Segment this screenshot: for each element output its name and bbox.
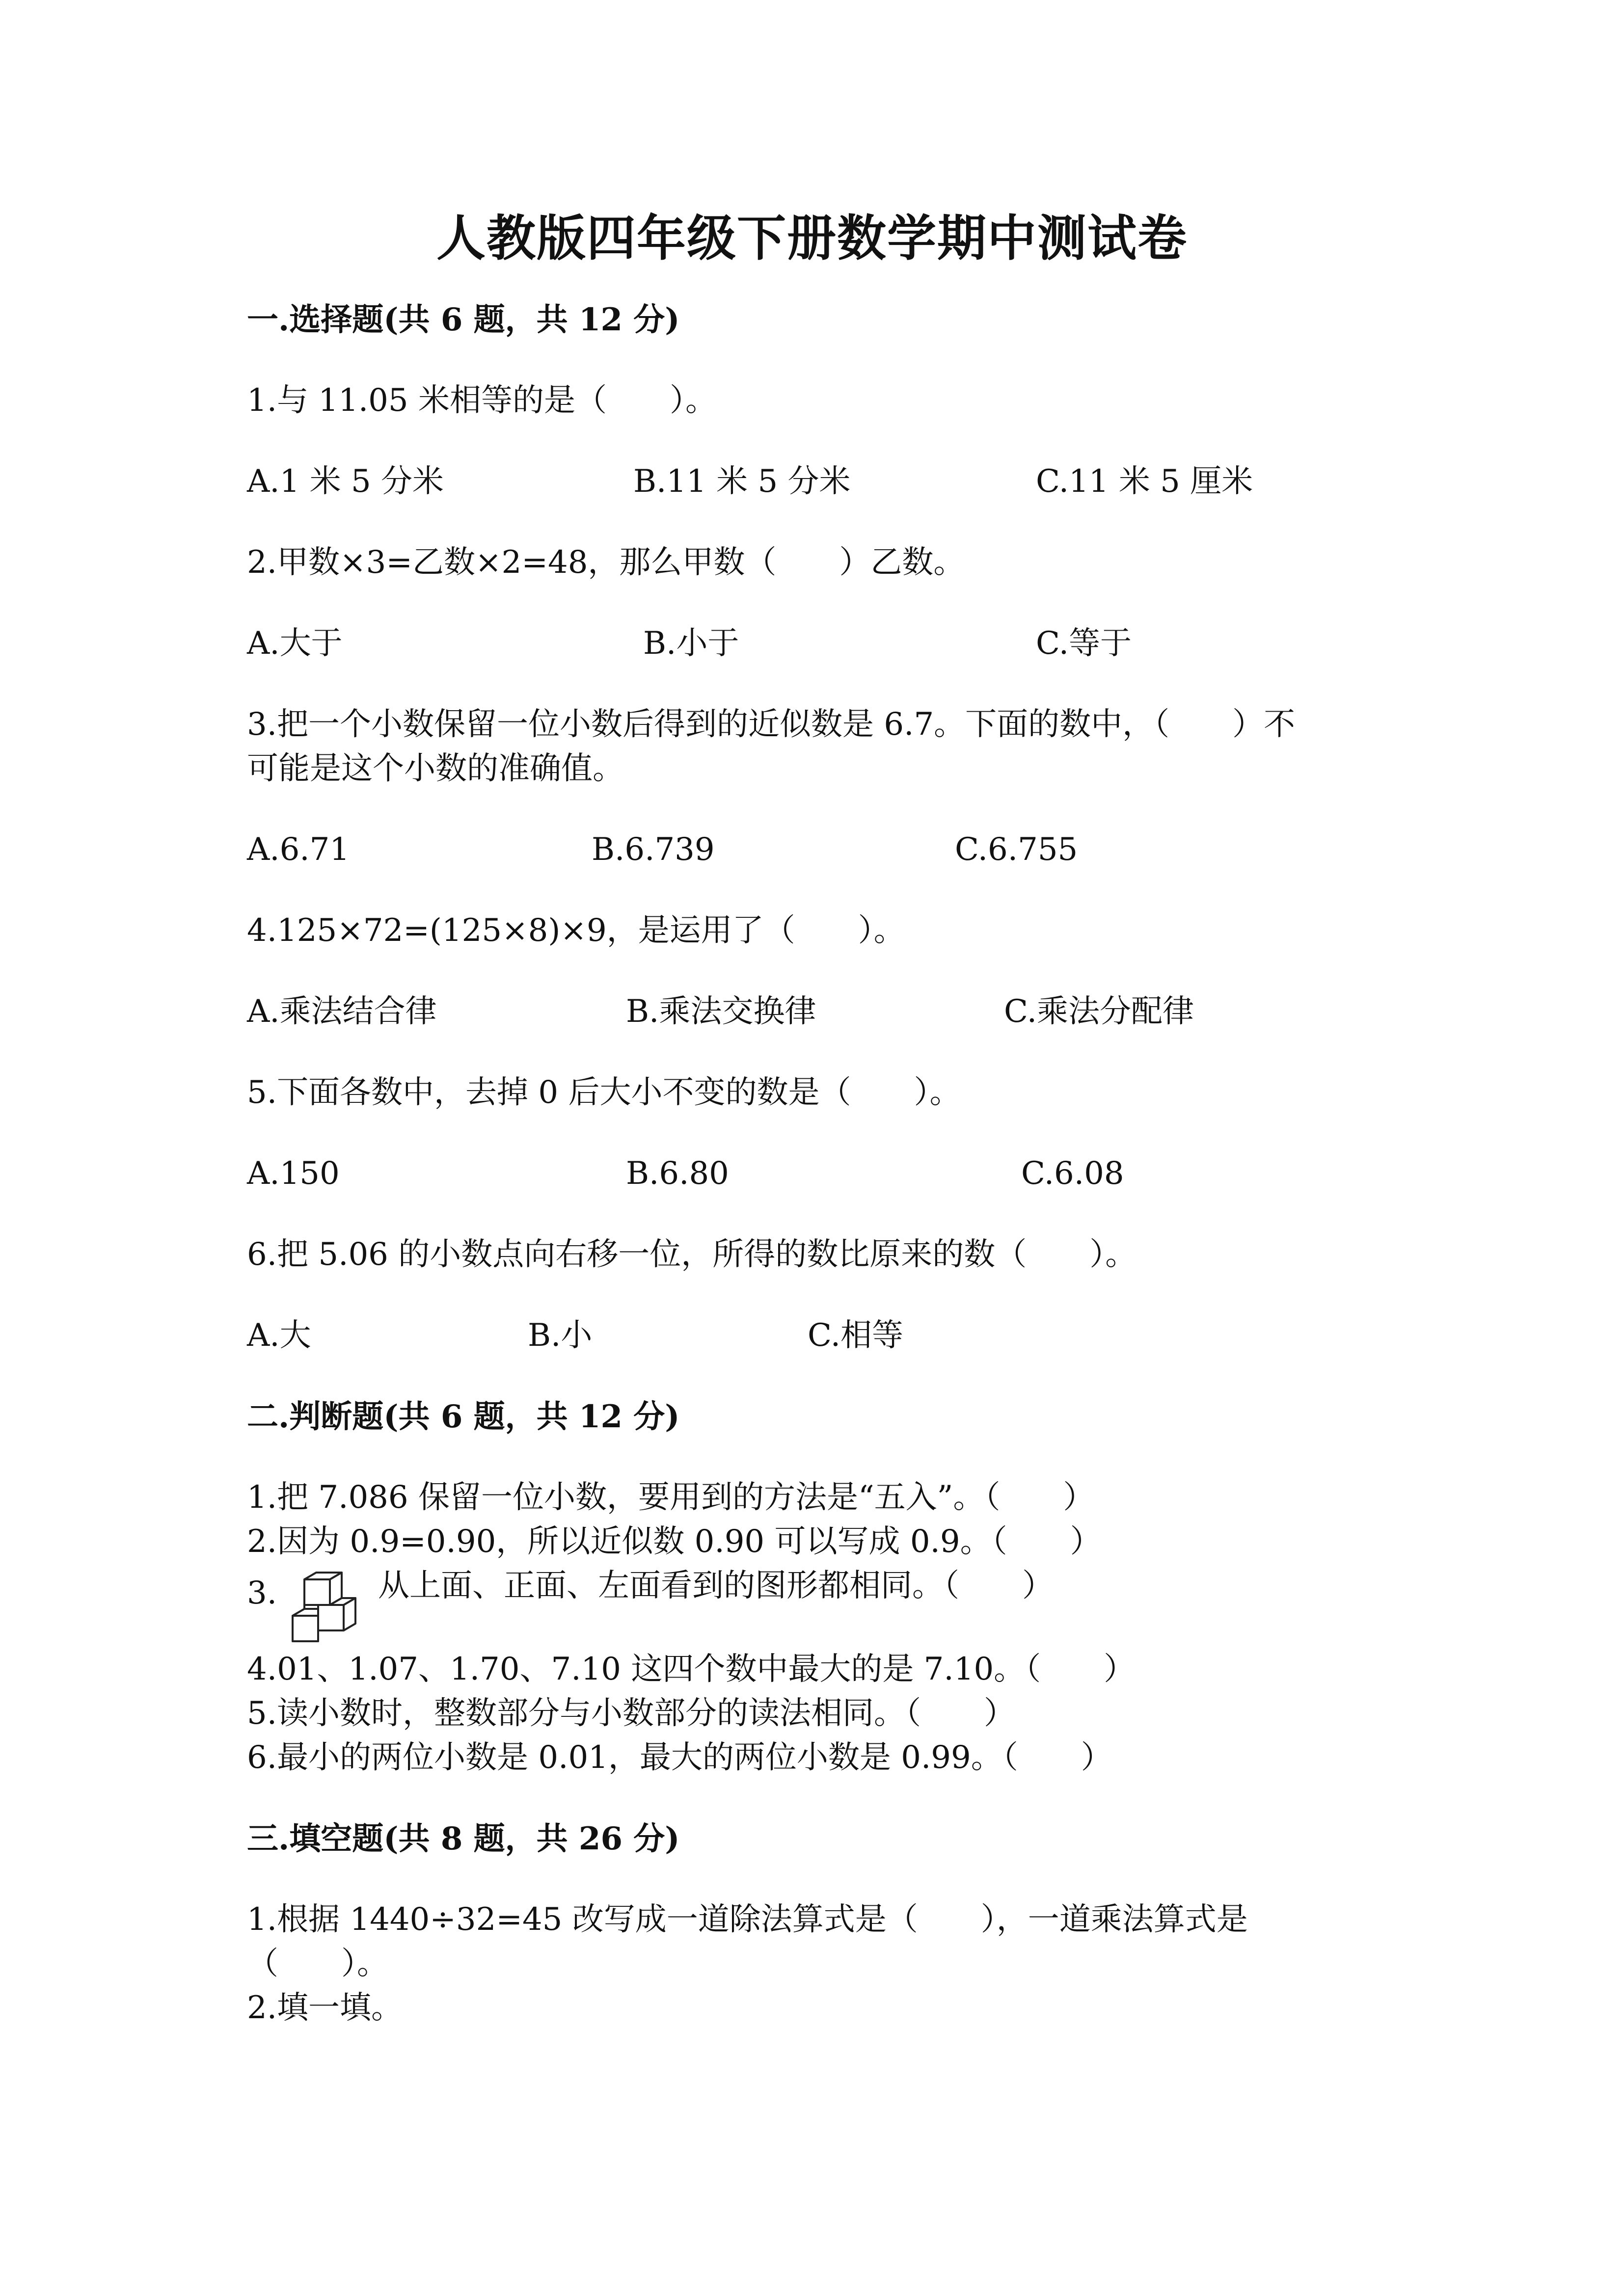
question-text: 1.把 7.086 保留一位小数，要用到的方法是“五入”。（ ） [247, 1479, 1095, 1516]
question-text: 1.与 11.05 米相等的是（ ）。 [247, 382, 717, 419]
option-a: A.乘法结合律 [247, 993, 437, 1030]
question-text: 3.把一个小数保留一位小数后得到的近似数是 6.7。下面的数中，（ ）不 [247, 706, 1296, 743]
page-title: 人教版四年级下册数学期中测试卷 [436, 209, 1188, 267]
option-b: B.小 [528, 1317, 593, 1354]
question-text: 2.填一填。 [247, 1990, 403, 2026]
section-heading-fill-blank: 三.填空题(共 8 题，共 26 分) [247, 1820, 680, 1857]
option-b: B.小于 [643, 625, 739, 662]
cube-stack-icon [284, 1571, 362, 1644]
option-a: A.150 [247, 1155, 340, 1192]
question-number: 3. [247, 1575, 277, 1611]
option-b: B.6.80 [626, 1155, 729, 1192]
option-c: C.11 米 5 厘米 [1036, 463, 1253, 500]
cube-bottom-left [293, 1605, 318, 1641]
option-b: B.乘法交换律 [626, 993, 816, 1030]
option-a: A.大于 [247, 625, 343, 662]
option-c: C.6.08 [1021, 1155, 1124, 1192]
question-text: 6.把 5.06 的小数点向右移一位，所得的数比原来的数（ ）。 [247, 1236, 1137, 1273]
option-c: C.等于 [1036, 625, 1132, 662]
cube-top [304, 1573, 342, 1605]
question-text: 1.根据 1440÷32=45 改写成一道除法算式是（ ），一道乘法算式是 [247, 1901, 1248, 1938]
question-text: 5.下面各数中，去掉 0 后大小不变的数是（ ）。 [247, 1074, 961, 1111]
question-text: 从上面、正面、左面看到的图形都相同。（ ） [378, 1568, 1054, 1604]
question-text: 2.甲数×3=乙数×2=48，那么甲数（ ）乙数。 [247, 544, 965, 581]
question-text: 2.因为 0.9=0.90，所以近似数 0.90 可以写成 0.9。（ ） [247, 1523, 1102, 1560]
option-c: C.相等 [808, 1317, 904, 1354]
option-a: A.1 米 5 分米 [247, 463, 444, 500]
question-text: 4.125×72=(125×8)×9，是运用了（ ）。 [247, 912, 905, 949]
option-a: A.6.71 [247, 831, 350, 868]
section-heading-choice: 一.选择题(共 6 题，共 12 分) [247, 301, 680, 338]
question-text-continued: （ ）。 [247, 1946, 388, 1982]
question-text: 6.最小的两位小数是 0.01，最大的两位小数是 0.99。（ ） [247, 1739, 1112, 1776]
option-b: B.6.739 [592, 831, 715, 868]
section-heading-judgement: 二.判断题(共 6 题，共 12 分) [247, 1398, 680, 1435]
option-c: C.乘法分配律 [1004, 993, 1194, 1030]
option-c: C.6.755 [955, 831, 1078, 868]
option-a: A.大 [247, 1317, 311, 1354]
question-text: 5.读小数时，整数部分与小数部分的读法相同。（ ） [247, 1695, 1016, 1732]
option-b: B.11 米 5 分米 [633, 463, 851, 500]
question-text-continued: 可能是这个小数的准确值。 [247, 750, 624, 787]
question-text: 4.01、1.07、1.70、7.10 这四个数中最大的是 7.10。（ ） [247, 1651, 1136, 1687]
